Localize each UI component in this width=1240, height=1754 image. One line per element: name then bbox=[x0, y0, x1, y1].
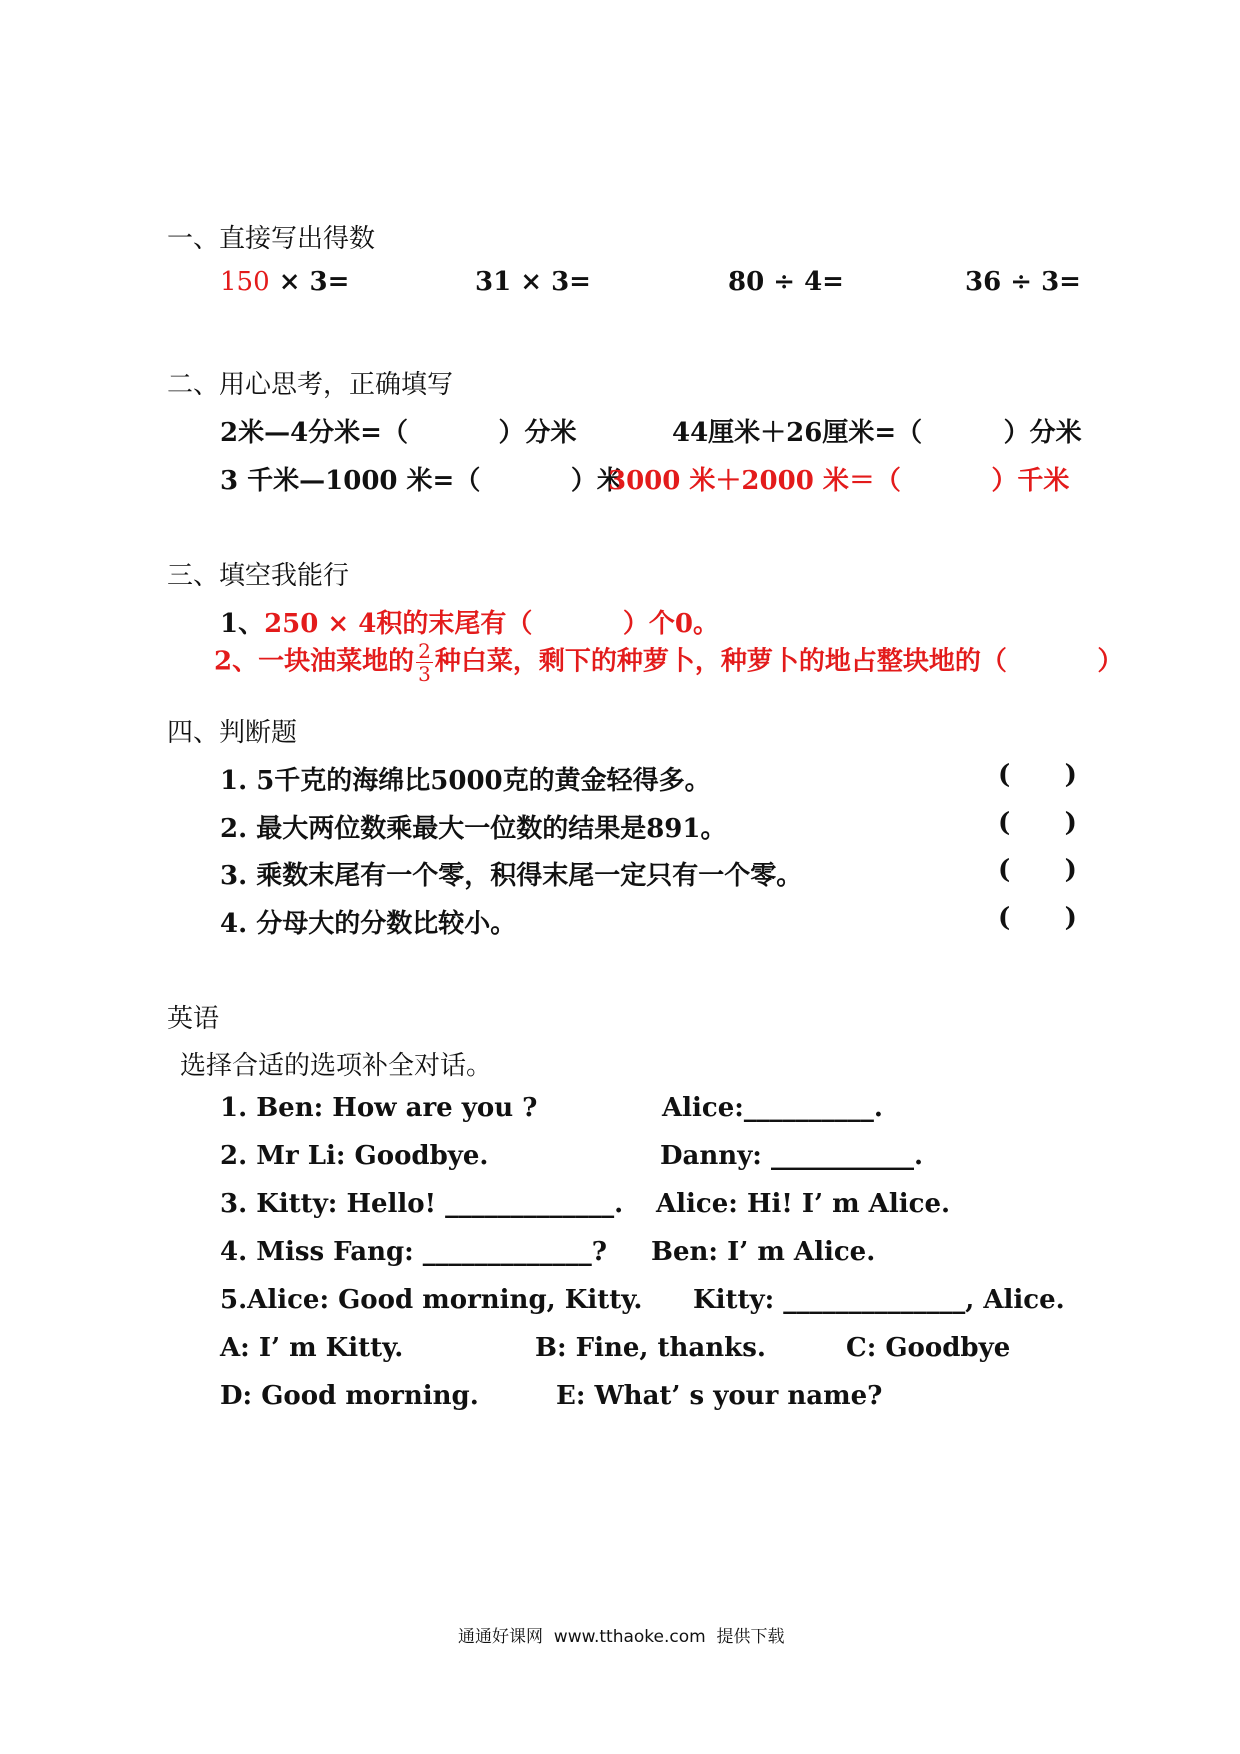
judge-answer-box-2: ( ) bbox=[998, 808, 1077, 838]
blank-question-2 bbox=[214, 640, 1123, 685]
judge-answer-box-1: ( ) bbox=[998, 760, 1077, 790]
dialog-line-4-left: 4. Miss Fang: _____________? bbox=[220, 1237, 608, 1267]
dialog-line-3-right: Alice: Hi! I’ m Alice. bbox=[656, 1189, 951, 1219]
section-2-heading: 二、用心思考，正确填写 bbox=[167, 370, 454, 400]
fill-item-2: 44厘米＋26厘米=（ ）分米 bbox=[672, 418, 1082, 448]
footer-text: 通通好课网 www.tthaoke.com 提供下载 bbox=[458, 1627, 785, 1647]
option-d: D: Good morning. bbox=[220, 1381, 479, 1411]
fill-item-3: 3 千米—1000 米=（ ）米 bbox=[220, 466, 623, 496]
question-text-suffix: 种白菜，剩下的种萝卜，种萝卜的地占整块地的（ ） bbox=[434, 646, 1124, 677]
dialog-line-5-right: Kitty: ______________, Alice. bbox=[693, 1285, 1065, 1315]
dialog-line-3-left: 3. Kitty: Hello! _____________. bbox=[220, 1189, 624, 1219]
section-3-heading: 三、填空我能行 bbox=[167, 561, 350, 591]
dialog-line-2-right: Danny: ___________. bbox=[660, 1141, 924, 1171]
judge-item-1: 1. 5千克的海绵比5000克的黄金轻得多。 bbox=[220, 766, 711, 796]
calc-item-1: 150 × 3= bbox=[220, 267, 350, 297]
dialog-line-2-left: 2. Mr Li: Goodbye. bbox=[220, 1141, 489, 1171]
judge-answer-box-3: ( ) bbox=[998, 855, 1077, 885]
question-number: 1、 bbox=[220, 609, 265, 639]
option-e: E: What’ s your name? bbox=[556, 1381, 883, 1411]
section-4-heading: 四、判断题 bbox=[167, 718, 298, 748]
judge-item-4: 4. 分母大的分数比较小。 bbox=[220, 909, 517, 939]
english-heading: 英语 bbox=[167, 1004, 220, 1034]
question-text-prefix: 2、一块油菜地的 bbox=[214, 646, 415, 677]
judge-item-3: 3. 乘数末尾有一个零，积得末尾一定只有一个零。 bbox=[220, 861, 803, 891]
blank-question-1 bbox=[220, 603, 719, 640]
fraction-numerator: 2 bbox=[418, 639, 431, 663]
dialog-line-4-right: Ben: I’ m Alice. bbox=[651, 1237, 876, 1267]
judge-answer-box-4: ( ) bbox=[998, 903, 1077, 933]
judge-item-2: 2. 最大两位数乘最大一位数的结果是891。 bbox=[220, 814, 727, 844]
dialog-line-5-left: 5.Alice: Good morning, Kitty. bbox=[220, 1285, 643, 1315]
fill-item-1: 2米—4分米=（ ）分米 bbox=[220, 418, 577, 448]
dialog-line-1-left: 1. Ben: How are you ? bbox=[220, 1093, 538, 1123]
fraction-denominator: 3 bbox=[418, 662, 431, 686]
option-b: B: Fine, thanks. bbox=[535, 1333, 766, 1363]
option-c: C: Goodbye bbox=[846, 1333, 1011, 1363]
calc-item-3: 80 ÷ 4= bbox=[728, 267, 844, 297]
option-a: A: I’ m Kitty. bbox=[220, 1333, 404, 1363]
fill-item-4: 3000 米＋2000 米＝（ ）千米 bbox=[608, 466, 1070, 496]
dialog-line-1-right: Alice:__________. bbox=[662, 1093, 883, 1123]
fraction bbox=[416, 640, 433, 685]
calc-item-4: 36 ÷ 3= bbox=[965, 267, 1081, 297]
english-instruction: 选择合适的选项补全对话。 bbox=[180, 1051, 493, 1081]
section-1-heading: 一、直接写出得数 bbox=[167, 224, 376, 254]
calc-item-2: 31 × 3= bbox=[475, 267, 591, 297]
question-text: 250 × 4积的末尾有（ ）个0。 bbox=[264, 609, 719, 639]
